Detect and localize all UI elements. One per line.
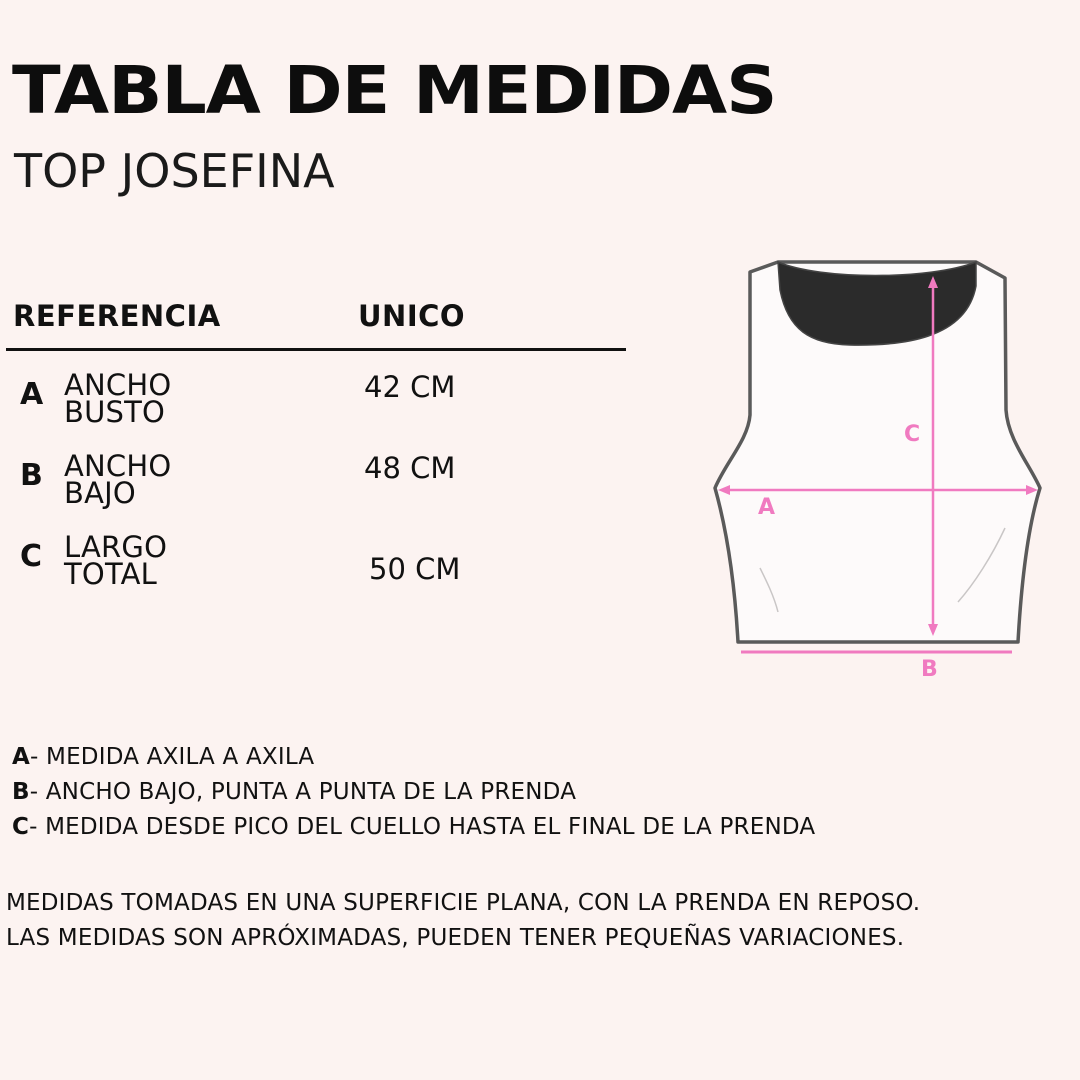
row-label: ANCHO BUSTO bbox=[64, 368, 172, 429]
header-divider bbox=[6, 348, 626, 351]
table-row-b bbox=[0, 449, 620, 523]
note-text: - ANCHO BAJO, PUNTA A PUNTA DE LA PRENDA bbox=[29, 779, 577, 805]
product-name: TOP JOSEFINA bbox=[14, 144, 335, 198]
note-a bbox=[12, 740, 815, 775]
note-text: - MEDIDA DESDE PICO DEL CUELLO HASTA EL FINAL DE LA PRENDA bbox=[29, 814, 816, 840]
table-row-a bbox=[0, 368, 620, 442]
row-value: 48 CM bbox=[364, 451, 456, 485]
disclaimer-line: MEDIDAS TOMADAS EN UNA SUPERFICIE PLANA, CON LA PRENDA EN REPOSO. bbox=[6, 890, 921, 916]
garment-diagram bbox=[700, 250, 1060, 690]
row-letter: B bbox=[20, 458, 43, 493]
note-text: - MEDIDA AXILA A AXILA bbox=[30, 744, 315, 770]
row-value: 42 CM bbox=[364, 370, 456, 404]
row-label: ANCHO BAJO bbox=[64, 449, 172, 510]
note-c bbox=[12, 810, 815, 845]
disclaimer bbox=[6, 886, 920, 956]
row-label: LARGO TOTAL bbox=[64, 530, 168, 591]
measure-label-c: C bbox=[904, 422, 921, 447]
measurement-notes bbox=[12, 740, 815, 845]
row-letter: C bbox=[20, 539, 43, 574]
row-value: 50 CM bbox=[369, 552, 461, 586]
row-letter: A bbox=[20, 377, 44, 412]
table-row-c bbox=[0, 530, 620, 604]
column-header-reference: REFERENCIA bbox=[13, 299, 221, 333]
measure-label-a: A bbox=[758, 495, 776, 520]
note-b bbox=[12, 775, 815, 810]
measure-label-b: B bbox=[921, 657, 938, 682]
column-header-size: UNICO bbox=[358, 299, 466, 333]
disclaimer-line: LAS MEDIDAS SON APRÓXIMADAS, PUEDEN TENER PEQUEÑAS VARIACIONES. bbox=[6, 925, 905, 951]
note-letter: B bbox=[12, 779, 30, 805]
note-letter: A bbox=[12, 744, 31, 770]
page-title: TABLA DE MEDIDAS bbox=[12, 52, 777, 129]
note-letter: C bbox=[12, 814, 30, 840]
